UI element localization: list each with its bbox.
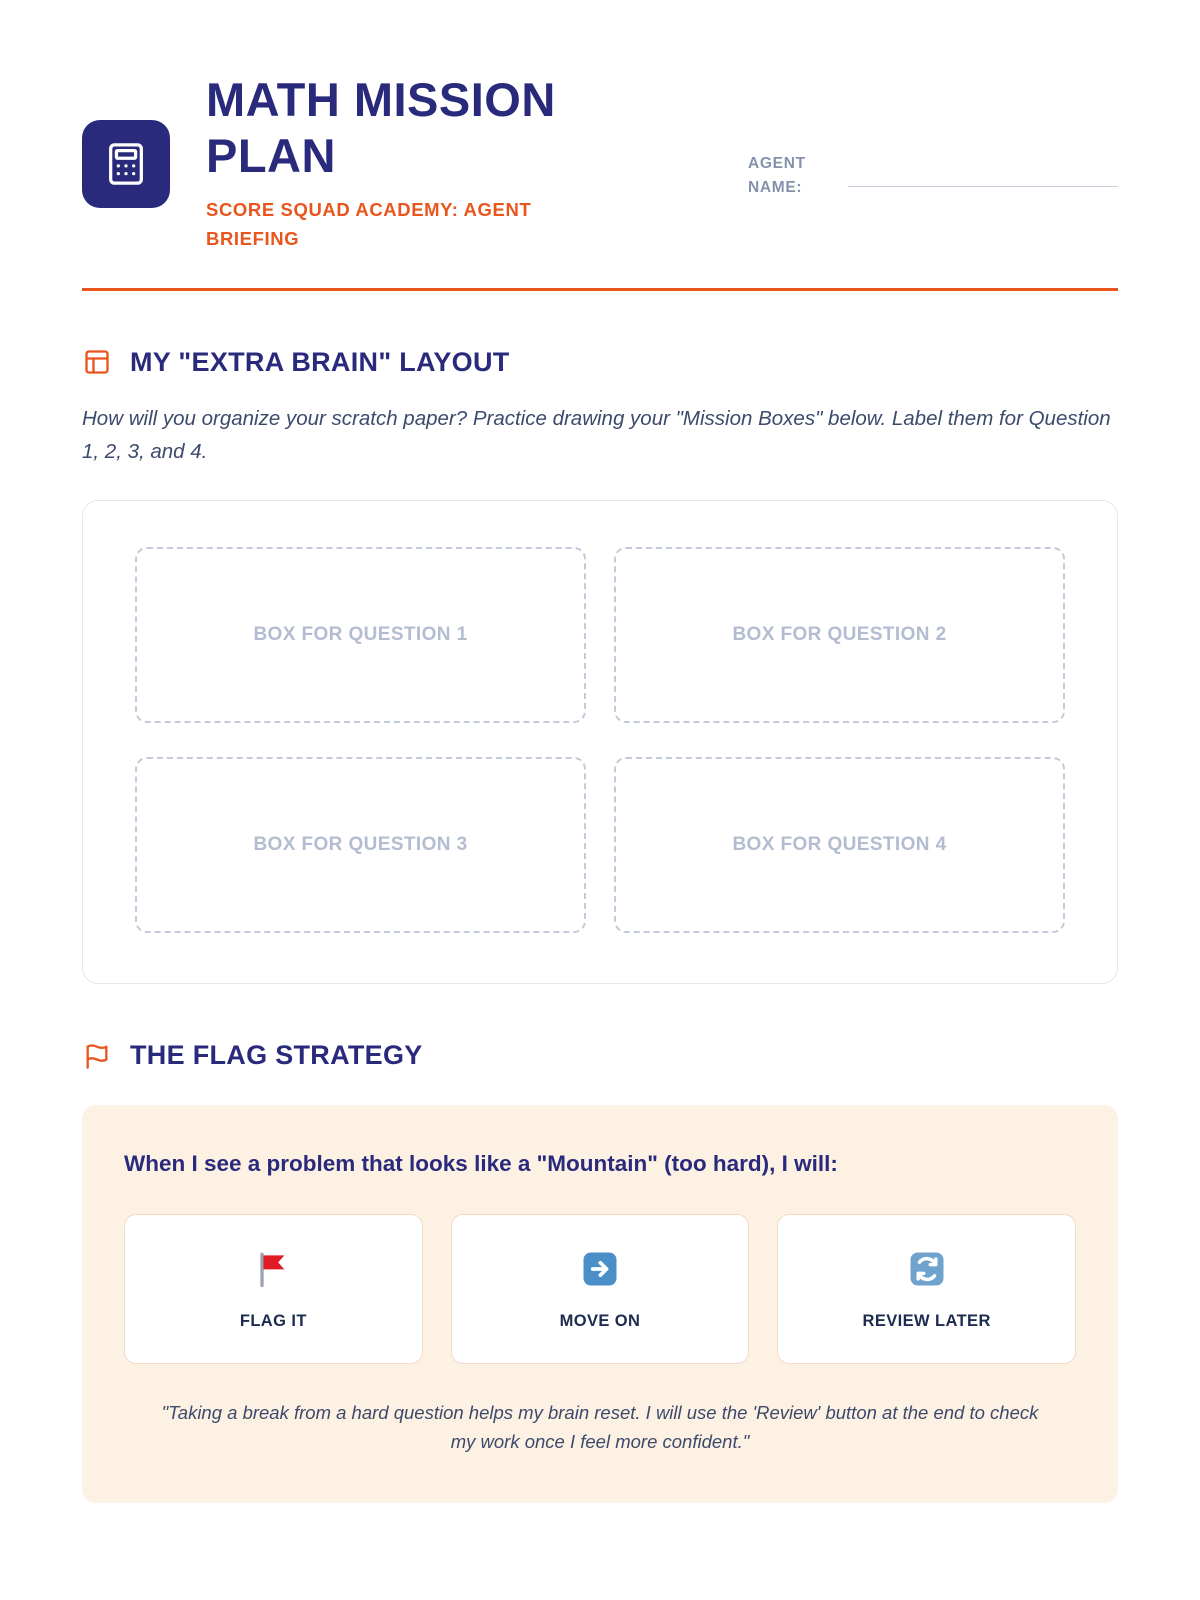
- calculator-icon: [82, 120, 170, 208]
- section-description: How will you organize your scratch paper? Practice drawing your "Mission Boxes" below. Label them for Question 1, 2, 3, and 4.: [82, 406, 1111, 464]
- mission-box[interactable]: BOX FOR QUESTION 4: [614, 757, 1065, 933]
- section-title: THE FLAG STRATEGY: [130, 1040, 423, 1071]
- section-heading-row: [82, 347, 1118, 378]
- flag-icon: [82, 1041, 112, 1071]
- mission-box-grid: [135, 547, 1065, 933]
- practice-area-card: [82, 500, 1118, 984]
- refresh-icon: [905, 1246, 949, 1292]
- agent-name-label: AGENT NAME:: [748, 155, 806, 197]
- arrow-right-icon: [578, 1246, 622, 1292]
- page-subtitle: SCORE SQUAD ACADEMY: AGENT BRIEFING: [206, 198, 532, 250]
- section-extra-brain-layout: [82, 347, 1118, 984]
- header-divider: [82, 288, 1118, 291]
- section-title: MY "EXTRA BRAIN" LAYOUT: [130, 346, 510, 377]
- action-card-flag-it[interactable]: [124, 1214, 423, 1364]
- agent-name-input[interactable]: [848, 152, 1118, 187]
- section-heading-row: [82, 1040, 1118, 1071]
- action-label: FLAG IT: [239, 1312, 307, 1331]
- action-label: MOVE ON: [559, 1312, 641, 1331]
- section-flag-strategy: [82, 1040, 1118, 1503]
- mission-box[interactable]: BOX FOR QUESTION 2: [614, 547, 1065, 723]
- action-label: REVIEW LATER: [862, 1312, 991, 1331]
- title-block: [206, 72, 626, 254]
- layout-panel-icon: [82, 347, 112, 377]
- agent-name-field[interactable]: [748, 72, 1118, 200]
- mission-box[interactable]: BOX FOR QUESTION 1: [135, 547, 586, 723]
- flag-strategy-quote: "Taking a break from a hard question helps my brain reset. I will use the 'Review' button at the end to check my work once I feel more confident.": [161, 1401, 1039, 1453]
- action-card-review-later[interactable]: [777, 1214, 1076, 1364]
- page-title: MATH MISSION PLAN: [206, 73, 556, 183]
- mission-box[interactable]: BOX FOR QUESTION 3: [135, 757, 586, 933]
- flag-strategy-panel: [82, 1105, 1118, 1503]
- red-flag-icon: [251, 1246, 295, 1292]
- document-header: [82, 0, 1118, 254]
- flag-question: When I see a problem that looks like a "Mountain" (too hard), I will:: [124, 1151, 838, 1177]
- action-card-move-on[interactable]: [451, 1214, 750, 1364]
- flag-action-row: [124, 1214, 1076, 1364]
